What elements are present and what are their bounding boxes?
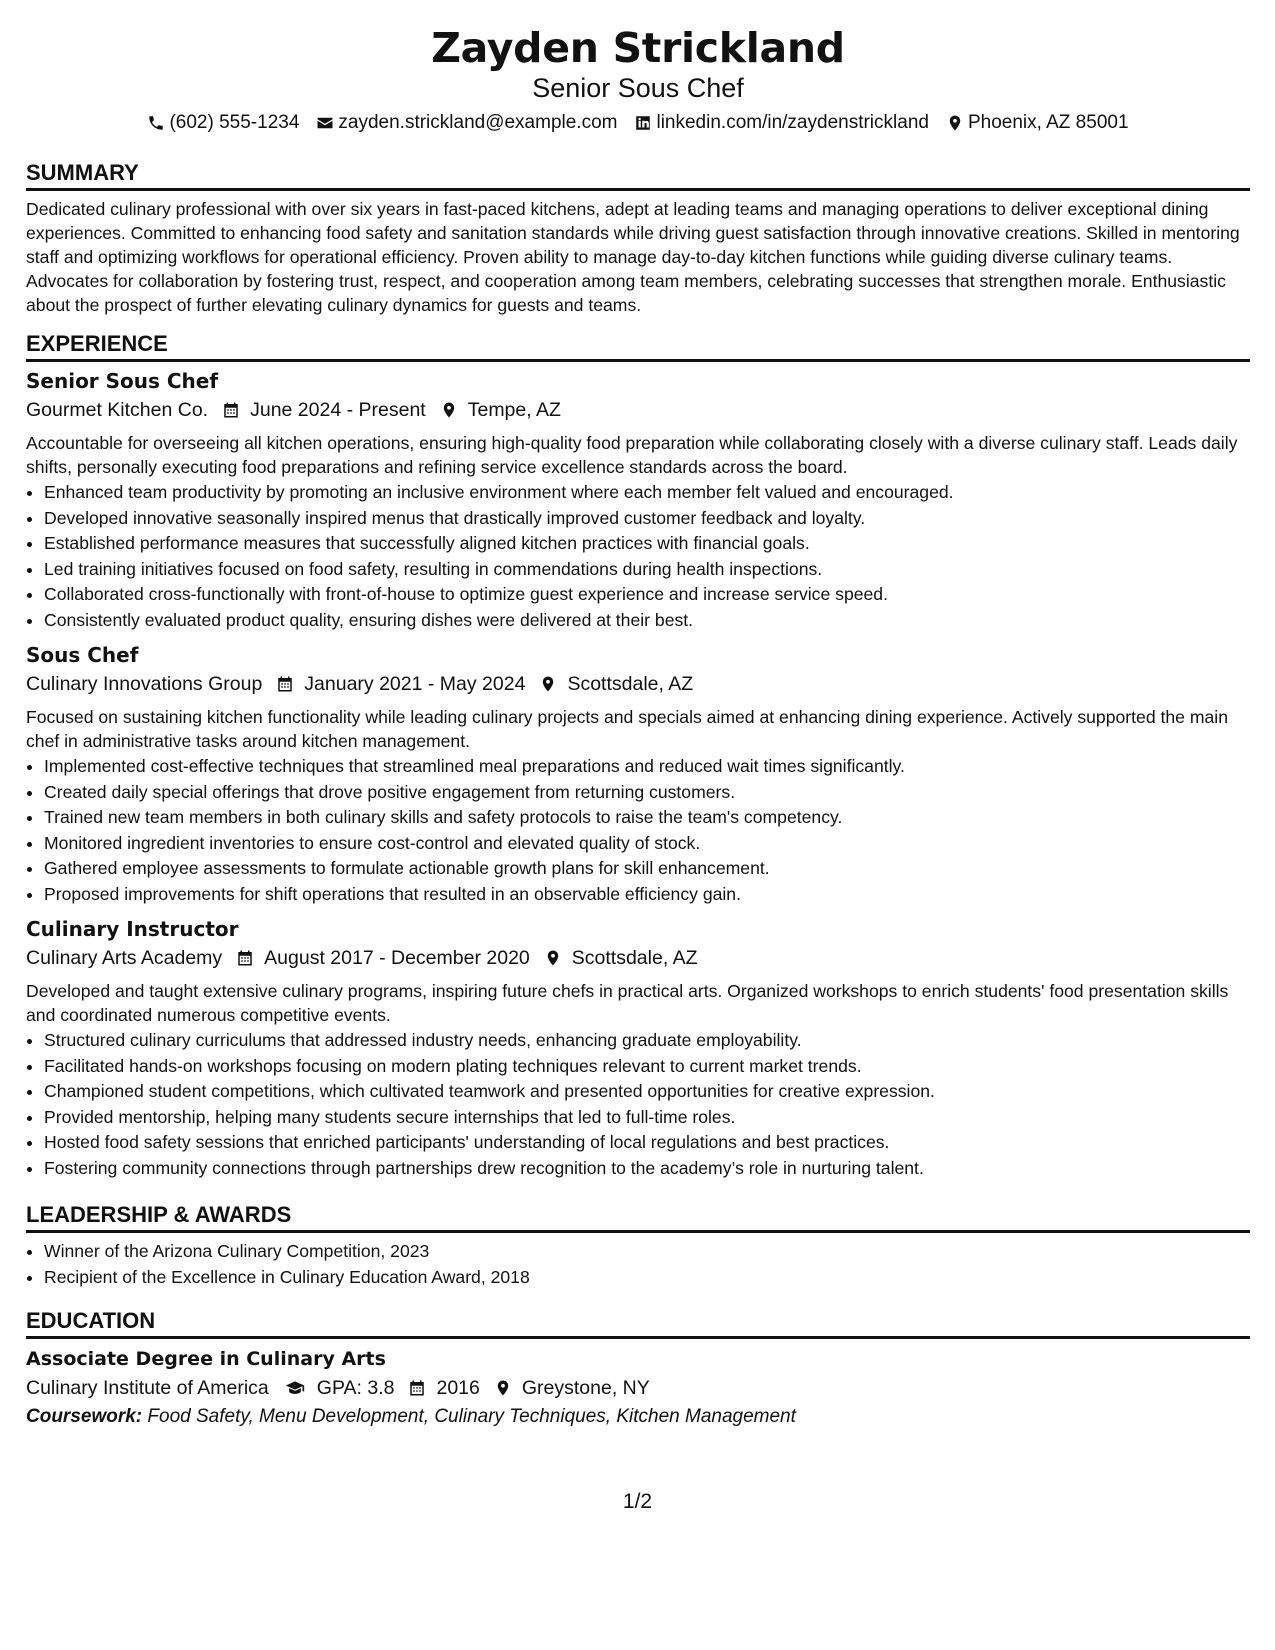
section-heading: SUMMARY (26, 160, 1250, 191)
contact-email[interactable] (316, 110, 617, 136)
phone-text: (602) 555-1234 (169, 112, 300, 133)
page-number: 1/2 (622, 1490, 653, 1513)
list-item: • Monitored ingredient inventories to ensure cost-control and elevated quality of stock. (44, 831, 1250, 857)
list-item: • Enhanced team productivity by promoting an inclusive environment where each member felt valued and encouraged. (44, 480, 1250, 506)
list-item: • Trained new team members in both culinary skills and safety protocols to raise the team's competency. (44, 805, 1250, 831)
list-item: • Proposed improvements for shift operations that resulted in an observable efficiency gain. (44, 882, 1250, 908)
calendar-icon (276, 674, 294, 694)
list-item: • Developed innovative seasonally inspired menus that drastically improved customer feedback and loyalty. (44, 506, 1250, 532)
calendar-icon (236, 948, 254, 968)
coursework-label: Coursework: (26, 1406, 143, 1427)
list-item: • Facilitated hands-on workshops focusing on modern plating techniques relevant to current market trends. (44, 1054, 1250, 1080)
list-item: • Provided mentorship, helping many students secure internships that led to full-time roles. (44, 1105, 1250, 1131)
experience-section (26, 331, 1250, 1181)
map-pin-icon (440, 400, 458, 420)
job-meta (26, 669, 1250, 699)
education-section (26, 1308, 1250, 1431)
list-item: • Created daily special offerings that drove positive engagement from returning customers. (44, 780, 1250, 806)
list-item: • Structured culinary curriculums that addressed industry needs, enhancing graduate employability. (44, 1028, 1250, 1054)
job-bullets (26, 480, 1250, 633)
leadership-section (26, 1202, 1250, 1290)
list-item: • Collaborated cross-functionally with front-of-house to optimize guest experience and increase service speed. (44, 582, 1250, 608)
coursework-list: Food Safety, Menu Development, Culinary Techniques, Kitchen Management (147, 1406, 796, 1427)
contact-location (946, 110, 1129, 136)
list-item: • Championed student competitions, which cultivated teamwork and presented opportunities for creative expression. (44, 1079, 1250, 1105)
company-name: Culinary Innovations Group (26, 673, 263, 695)
phone-icon (147, 114, 165, 132)
linkedin-icon (634, 114, 652, 132)
job-title: Senior Sous Chef (26, 369, 219, 393)
envelope-icon (316, 114, 334, 132)
company-name: Gourmet Kitchen Co. (26, 399, 209, 421)
resume-page (26, 0, 1250, 1427)
job-description: Developed and taught extensive culinary programs, inspiring future chefs in practical arts. Organized workshops to enrich students' food presentation skills and coordinated numerous competitive events. (26, 981, 1229, 1025)
list-item: • Gathered employee assessments to formulate actionable growth plans for skill enhancement. (44, 856, 1250, 882)
candidate-name: Zayden Strickland (431, 24, 845, 72)
job-meta (26, 943, 1250, 973)
job-meta (26, 395, 1250, 425)
candidate-title: Senior Sous Chef (532, 73, 744, 103)
education-meta (26, 1373, 1250, 1403)
map-pin-icon (544, 948, 562, 968)
list-item: • Recipient of the Excellence in Culinary Education Award, 2018 (44, 1265, 1250, 1291)
location-text: Phoenix, AZ 85001 (967, 112, 1129, 133)
company-name: Culinary Arts Academy (26, 947, 223, 969)
section-heading: EDUCATION (26, 1308, 1250, 1339)
graduation-year: 2016 (436, 1377, 480, 1399)
resume-header (26, 24, 1250, 136)
job-description: Focused on sustaining kitchen functionality while leading culinary projects and specials aimed at enhancing dining experience. Actively supported the main chef in administrative tasks around kitchen management. (26, 707, 1228, 751)
contact-linkedin[interactable] (634, 110, 928, 136)
degree-title: Associate Degree in Culinary Arts (26, 1348, 386, 1370)
job-location: Scottsdale, AZ (567, 673, 694, 695)
job-entry (26, 915, 1250, 1181)
list-item: • Fostering community connections through partnerships drew recognition to the academy’s role in nurturing talent. (44, 1156, 1250, 1182)
map-pin-icon (539, 674, 557, 694)
list-item: • Consistently evaluated product quality, ensuring dishes were delivered at their best. (44, 608, 1250, 634)
job-dates: June 2024 - Present (250, 399, 426, 421)
summary-text: Dedicated culinary professional with over six years in fast-paced kitchens, adept at leading teams and managing operations to deliver exceptional dining experiences. Committed to enhancing food safety and sanitation standards while driving guest satisfaction through innovative creations. Skilled in mentoring staff and optimizing workflows for operational efficiency. Proven ability to manage day-to-day kitchen functions while guiding diverse culinary teams. Advocates for collaboration by fostering trust, respect, and cooperation among team members, celebrating successes that strengthen morale. Enthusiastic about the prospect of further elevating culinary dynamics for guests and teams. (26, 199, 1240, 315)
map-pin-icon (946, 114, 964, 132)
calendar-icon (408, 1378, 426, 1398)
list-item: • Hosted food safety sessions that enriched participants' understanding of local regulations and best practices. (44, 1130, 1250, 1156)
job-location: Scottsdale, AZ (571, 947, 698, 969)
job-entry (26, 641, 1250, 907)
contact-bar (26, 110, 1250, 136)
calendar-icon (222, 400, 240, 420)
awards-list (26, 1239, 1250, 1290)
linkedin-text: linkedin.com/in/zaydenstrickland (656, 112, 929, 133)
job-bullets (26, 754, 1250, 907)
job-title: Culinary Instructor (26, 917, 239, 941)
section-heading: LEADERSHIP & AWARDS (26, 1202, 1250, 1233)
job-title: Sous Chef (26, 643, 139, 667)
list-item: • Implemented cost-effective techniques that streamlined meal preparations and reduced wait times significantly. (44, 754, 1250, 780)
coursework-line (26, 1403, 1250, 1431)
school-name: Culinary Institute of America (26, 1377, 269, 1399)
job-dates: August 2017 - December 2020 (264, 947, 530, 969)
job-dates: January 2021 - May 2024 (304, 673, 526, 695)
graduation-cap-icon (283, 1378, 307, 1398)
job-location: Tempe, AZ (467, 399, 561, 421)
job-bullets (26, 1028, 1250, 1181)
contact-phone[interactable] (147, 110, 299, 136)
list-item: • Led training initiatives focused on food safety, resulting in commendations during health inspections. (44, 557, 1250, 583)
map-pin-icon (494, 1378, 512, 1398)
list-item: • Established performance measures that successfully aligned kitchen practices with financial goals. (44, 531, 1250, 557)
list-item: • Winner of the Arizona Culinary Competition, 2023 (44, 1239, 1250, 1265)
email-text: zayden.strickland@example.com (338, 112, 618, 133)
job-description: Accountable for overseeing all kitchen operations, ensuring high-quality food preparation while collaborating closely with a diverse culinary staff. Leads daily shifts, personally executing food preparations and refining service excellence standards across the board. (26, 433, 1238, 477)
school-location: Greystone, NY (521, 1377, 650, 1399)
gpa-text: GPA: 3.8 (316, 1377, 395, 1399)
summary-section (26, 160, 1250, 317)
section-heading: EXPERIENCE (26, 331, 1250, 362)
job-entry (26, 367, 1250, 633)
